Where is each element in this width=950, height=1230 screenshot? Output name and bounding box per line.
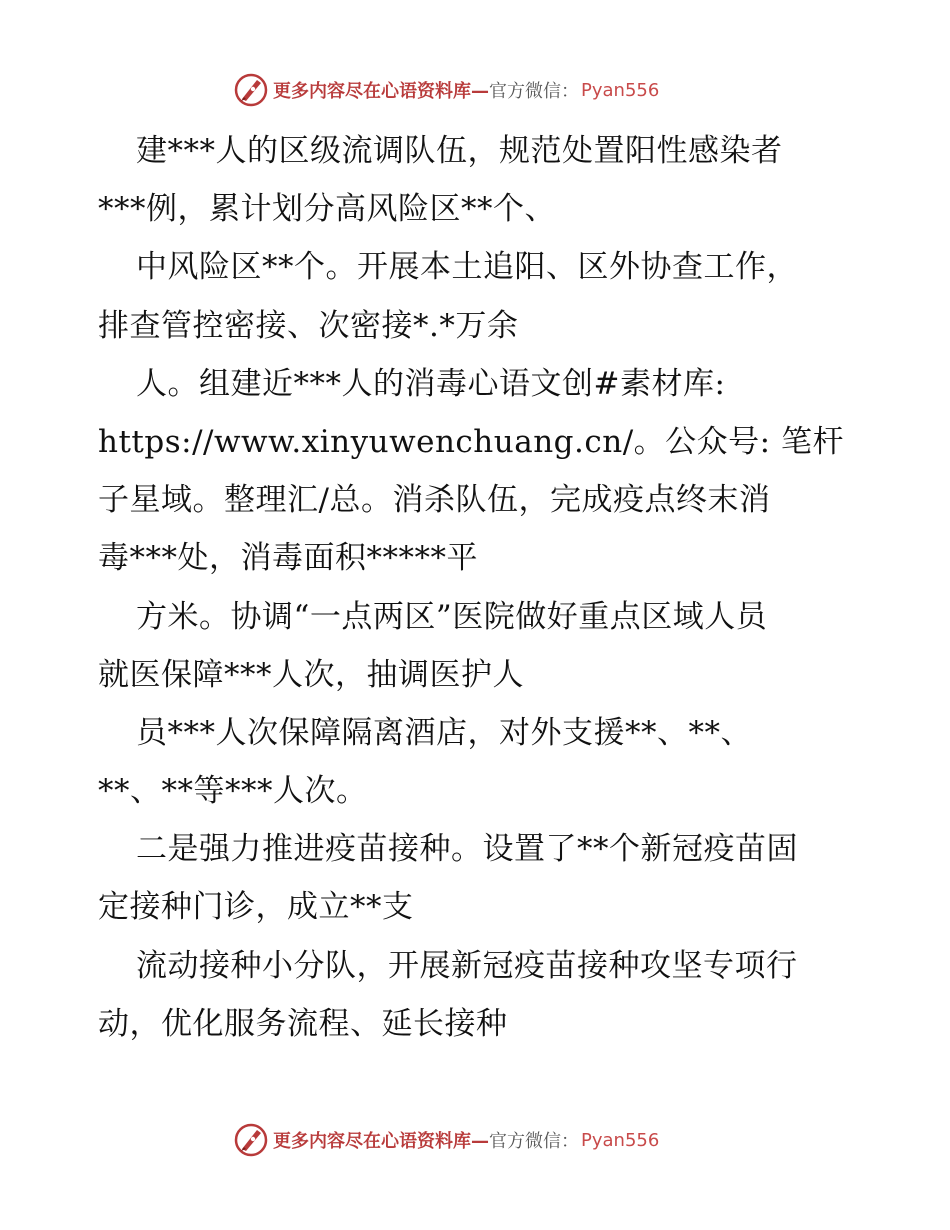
header-banner <box>233 70 659 110</box>
wechat-id: Pyan556 <box>581 1129 660 1151</box>
banner-text: 更多内容尽在心语资料库— <box>273 81 489 102</box>
text-line: 子星域。整理汇/总。消杀队伍，完成疫点终末消 <box>98 482 771 519</box>
wechat-label: 官方微信： <box>489 81 579 102</box>
text-line: ***例，累计划分高风险区**个、 <box>98 191 556 228</box>
footer-banner <box>233 1120 659 1160</box>
text-line: 排查管控密接、次密接*.*万余 <box>98 307 519 344</box>
text-line: 员***人次保障隔离酒店，对外支援**、**、 <box>136 714 752 751</box>
text-line: 定接种门诊，成立**支 <box>98 889 414 926</box>
wechat-id: Pyan556 <box>581 79 660 101</box>
text-line: **、**等***人次。 <box>98 773 368 810</box>
text-line: 人。组建近***人的消毒心语文创#素材库: <box>136 365 726 402</box>
text-line: 动，优化服务流程、延长接种 <box>98 1005 508 1042</box>
quill-pen-icon <box>233 1122 269 1158</box>
text-line: https://www.xinyuwenchuang.cn/。公众号: 笔杆 <box>98 423 844 460</box>
text-line: 中风险区**个。开展本土追阳、区外协查工作， <box>136 249 798 286</box>
text-line: 二是强力推进疫苗接种。设置了**个新冠疫苗固 <box>136 831 798 868</box>
text-line: 方米。协调“一点两区”医院做好重点区域人员 <box>136 598 768 635</box>
text-line: 建***人的区级流调队伍，规范处置阳性感染者 <box>136 133 783 169</box>
wechat-label: 官方微信： <box>489 1131 579 1152</box>
document-body <box>98 122 858 1053</box>
text-line: 就医保障***人次，抽调医护人 <box>98 656 524 693</box>
text-line: 毒***处，消毒面积*****平 <box>98 540 478 577</box>
text-line: 流动接种小分队，开展新冠疫苗接种攻坚专项行 <box>136 947 798 984</box>
banner-text: 更多内容尽在心语资料库— <box>273 1131 489 1152</box>
quill-pen-icon <box>233 72 269 108</box>
